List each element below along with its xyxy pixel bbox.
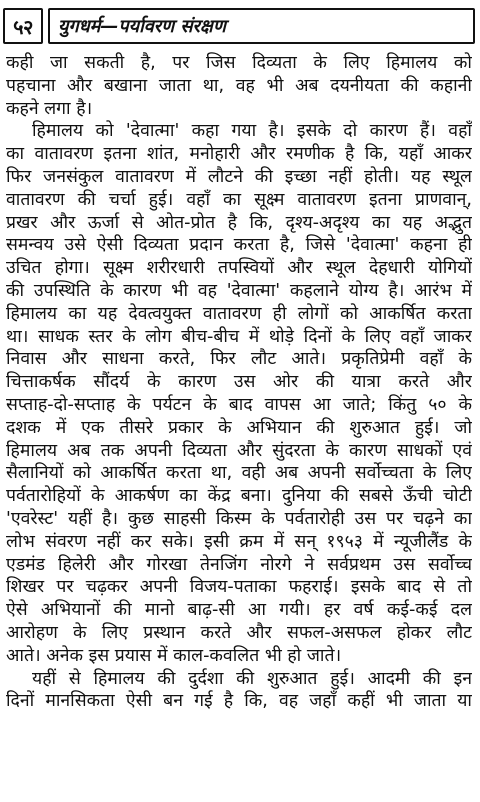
text-line: दिनों मानसिकता ऐसी बन गई है कि, वह जहाँ कहीं भी जाता या [6,691,472,712]
text-line: कहने लगा है। [6,98,93,119]
text-line: दशक में एक तीसरे प्रकार के अभियान की शुरुआत हुई। जो [6,417,472,438]
text-line: उचित होगा। सूक्ष्म शरीरधारी तपस्वियों और स्थूल देहधारी योगियों [6,258,472,279]
text-line: चित्ताकर्षक सौंदर्य के कारण उस ओर की यात्रा करते और [6,372,472,393]
text-line: हिमालय का यह देवत्वयुक्त वातावरण ही लोगों को आकर्षित करता [6,303,472,324]
text-line: फिर जनसंकुल वातावरण में लौटने की इच्छा नहीं होती। यह स्थूल [6,166,472,187]
body-text [6,52,472,713]
text-line: लोभ संवरण नहीं कर सके। इसी क्रम में सन् १९५३ में न्यूजीलैंड के [6,531,472,552]
text-line: 'एवरेस्ट' यहीं है। कुछ साहसी किस्म के पर्वतारोही उस पर चढ़ने का [6,508,472,529]
page-header [3,8,475,48]
text-line: प्रखर और ऊर्जा से ओत-प्रोत है कि, दृश्य-अदृश्य का यह अद्भुत [6,212,472,233]
text-line: था। साधक स्तर के लोग बीच-बीच में थोड़े दिनों के लिए वहाँ जाकर [6,326,472,347]
running-title: युगधर्म—पर्यावरण संरक्षण [48,8,475,44]
text-line: हिमालय को 'देवात्मा' कहा गया है। इसके दो कारण हैं। वहाँ [32,121,472,142]
text-line: पहचाना और बखाना जाता था, वह भी अब दयनीयता की कहानी [6,75,472,96]
text-line: वातावरण की चर्चा हुई। वहाँ का सूक्ष्म वातावरण इतना प्राणवान्, [6,189,472,210]
text-line: कही जा सकती है, पर जिस दिव्यता के लिए हिमालय को [6,53,472,73]
text-line: एडमंड हिलेरी और गोरखा तेनजिंग नोरगे ने सर्वप्रथम उस सर्वोच्च [6,554,472,575]
text-line: सप्ताह-दो-सप्ताह के पर्यटन के बाद वापस आ जाते; किंतु ५० के [6,394,472,415]
text-line: शिखर पर चढ़कर अपनी विजय-पताका फहराई। इसके बाद से तो [6,577,472,598]
text-line: सैलानियों को आकर्षित करता था, वही अब अपनी सर्वोच्चता के लिए [6,463,472,484]
text-line: हिमालय अब तक अपनी दिव्यता और सुंदरता के कारण साधकों एवं [6,440,472,461]
text-line: ऐसे अभियानों की मानो बाढ़-सी आ गयी। हर वर्ष कई-कई दल [6,600,472,621]
text-line: यहीं से हिमालय की दुर्दशा की शुरुआत हुई। आदमी की इन [32,668,472,689]
text-line: आरोहण के लिए प्रस्थान करते और सफल-असफल होकर लौट [6,622,472,643]
page-number: ५२ [3,8,43,44]
text-line: निवास और साधना करते, फिर लौट आते। प्रकृतिप्रेमी वहाँ के [6,349,472,370]
text-line: की उपस्थिति के कारण भी वह 'देवात्मा' कहलाने योग्य है। आरंभ में [6,280,472,301]
text-line: पर्वतारोहियों के आकर्षण का केंद्र बना। दुनिया की सबसे ऊँची चोटी [6,486,472,507]
text-line: आते। अनेक इस प्रयास में काल-कवलित भी हो जाते। [6,645,342,666]
text-line: समन्वय उसे ऐसी दिव्यता प्रदान करता है, जिसे 'देवात्मा' कहना ही [6,235,472,256]
text-line: का वातावरण इतना शांत, मनोहारी और रमणीक है कि, यहाँ आकर [6,144,472,165]
